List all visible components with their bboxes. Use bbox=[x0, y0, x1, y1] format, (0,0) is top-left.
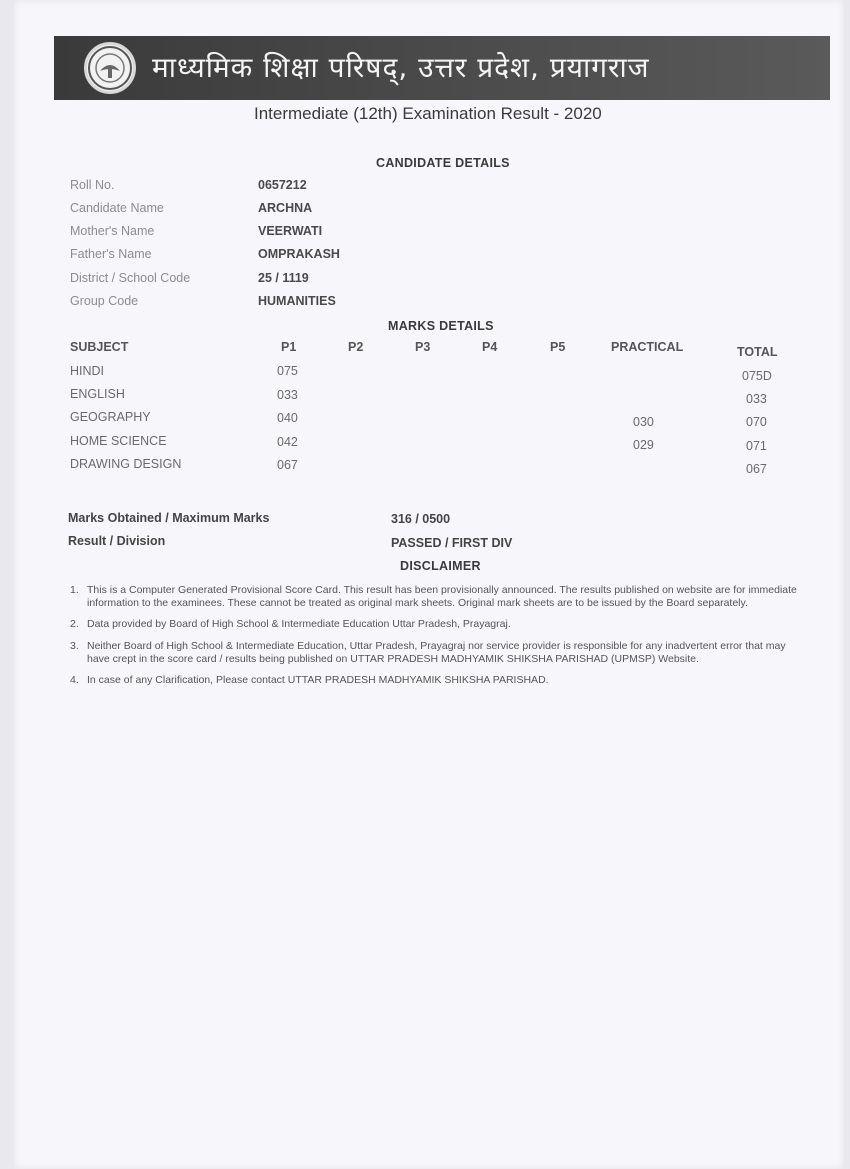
disclaimer-text: In case of any Clarification, Please contact UTTAR PRADESH MADHYAMIK SHIKSHA PARISHAD. bbox=[87, 674, 549, 687]
board-name: माध्यमिक शिक्षा परिषद्, उत्तर प्रदेश, प्रयागराज bbox=[152, 51, 650, 84]
column-header-p1: P1 bbox=[281, 340, 297, 354]
column-header-total: TOTAL bbox=[737, 345, 778, 359]
upmsp-seal-icon bbox=[84, 42, 136, 94]
column-header-p4: P4 bbox=[482, 340, 498, 354]
candidate-name-label: Candidate Name bbox=[70, 201, 164, 215]
candidate-details-title: CANDIDATE DETAILS bbox=[376, 156, 510, 170]
table-row-practical: 030 bbox=[633, 415, 654, 429]
candidate-name-value: ARCHNA bbox=[258, 201, 313, 215]
table-row-subject: HINDI bbox=[70, 364, 105, 378]
table-row-total: 071 bbox=[746, 439, 767, 453]
result-division-value: PASSED / FIRST DIV bbox=[391, 536, 513, 550]
disclaimer-text: Data provided by Board of High School & Intermediate Education Uttar Pradesh, Prayagraj. bbox=[87, 618, 511, 631]
disclaimer-list bbox=[70, 584, 810, 695]
table-row-total: 075D bbox=[742, 369, 772, 383]
disclaimer-number: 4. bbox=[70, 674, 79, 687]
result-division-label: Result / Division bbox=[68, 534, 166, 548]
disclaimer-text: Neither Board of High School & Intermediate Education, Uttar Pradesh, Prayagraj nor service provider is responsible for any inadvertent error that may have crept in the score card / results being published on UTTAR PRADESH MADHYAMIK SHIKSHA PARISHAD (UPMSP) Website. bbox=[87, 639, 786, 665]
district-school-code-value: 25 / 1119 bbox=[258, 271, 309, 285]
disclaimer-title: DISCLAIMER bbox=[400, 559, 481, 573]
list-item bbox=[70, 674, 810, 687]
table-row-subject: GEOGRAPHY bbox=[70, 410, 151, 424]
roll-no-value: 0657212 bbox=[258, 178, 307, 192]
table-row-p1: 067 bbox=[277, 458, 298, 472]
disclaimer-number: 2. bbox=[70, 618, 79, 631]
disclaimer-number: 3. bbox=[70, 639, 79, 652]
table-row-p1: 042 bbox=[277, 435, 298, 449]
list-item bbox=[70, 618, 810, 631]
table-row-subject: DRAWING DESIGN bbox=[70, 457, 182, 471]
table-row-total: 067 bbox=[746, 462, 767, 476]
table-row-p1: 040 bbox=[277, 411, 298, 425]
disclaimer-number: 1. bbox=[70, 584, 79, 596]
column-header-subject: SUBJECT bbox=[70, 340, 129, 354]
marks-details-title: MARKS DETAILS bbox=[388, 319, 494, 333]
mother-name-label: Mother's Name bbox=[70, 224, 155, 238]
marks-obtained-value: 316 / 0500 bbox=[391, 512, 451, 526]
table-row-p1: 033 bbox=[277, 388, 298, 402]
list-item bbox=[70, 584, 810, 610]
father-name-value: OMPRAKASH bbox=[258, 247, 340, 261]
table-row-subject: HOME SCIENCE bbox=[70, 434, 167, 448]
column-header-practical: PRACTICAL bbox=[611, 340, 684, 354]
table-row-total: 070 bbox=[746, 415, 767, 429]
exam-title: Intermediate (12th) Examination Result - 2020 bbox=[254, 104, 602, 123]
marks-obtained-label: Marks Obtained / Maximum Marks bbox=[68, 511, 270, 525]
district-school-code-label: District / School Code bbox=[70, 271, 191, 285]
table-row-practical: 029 bbox=[633, 438, 654, 452]
group-code-value: HUMANITIES bbox=[258, 294, 336, 308]
column-header-p2: P2 bbox=[348, 340, 364, 354]
father-name-label: Father's Name bbox=[70, 247, 152, 261]
table-row-subject: ENGLISH bbox=[70, 387, 125, 401]
roll-no-label: Roll No. bbox=[70, 178, 115, 192]
mother-name-value: VEERWATI bbox=[258, 224, 323, 238]
list-item bbox=[70, 640, 810, 666]
disclaimer-text: This is a Computer Generated Provisional Score Card. This result has been provisionally announced. The results published on website are for immediate information to the examinees. These cannot be treated as original mark sheets. Original mark sheets are to be issued by the Board separately. bbox=[87, 584, 797, 610]
table-row-p1: 075 bbox=[277, 364, 298, 378]
group-code-label: Group Code bbox=[70, 294, 139, 308]
column-header-p5: P5 bbox=[550, 340, 566, 354]
table-row-total: 033 bbox=[746, 392, 767, 406]
column-header-p3: P3 bbox=[415, 340, 431, 354]
